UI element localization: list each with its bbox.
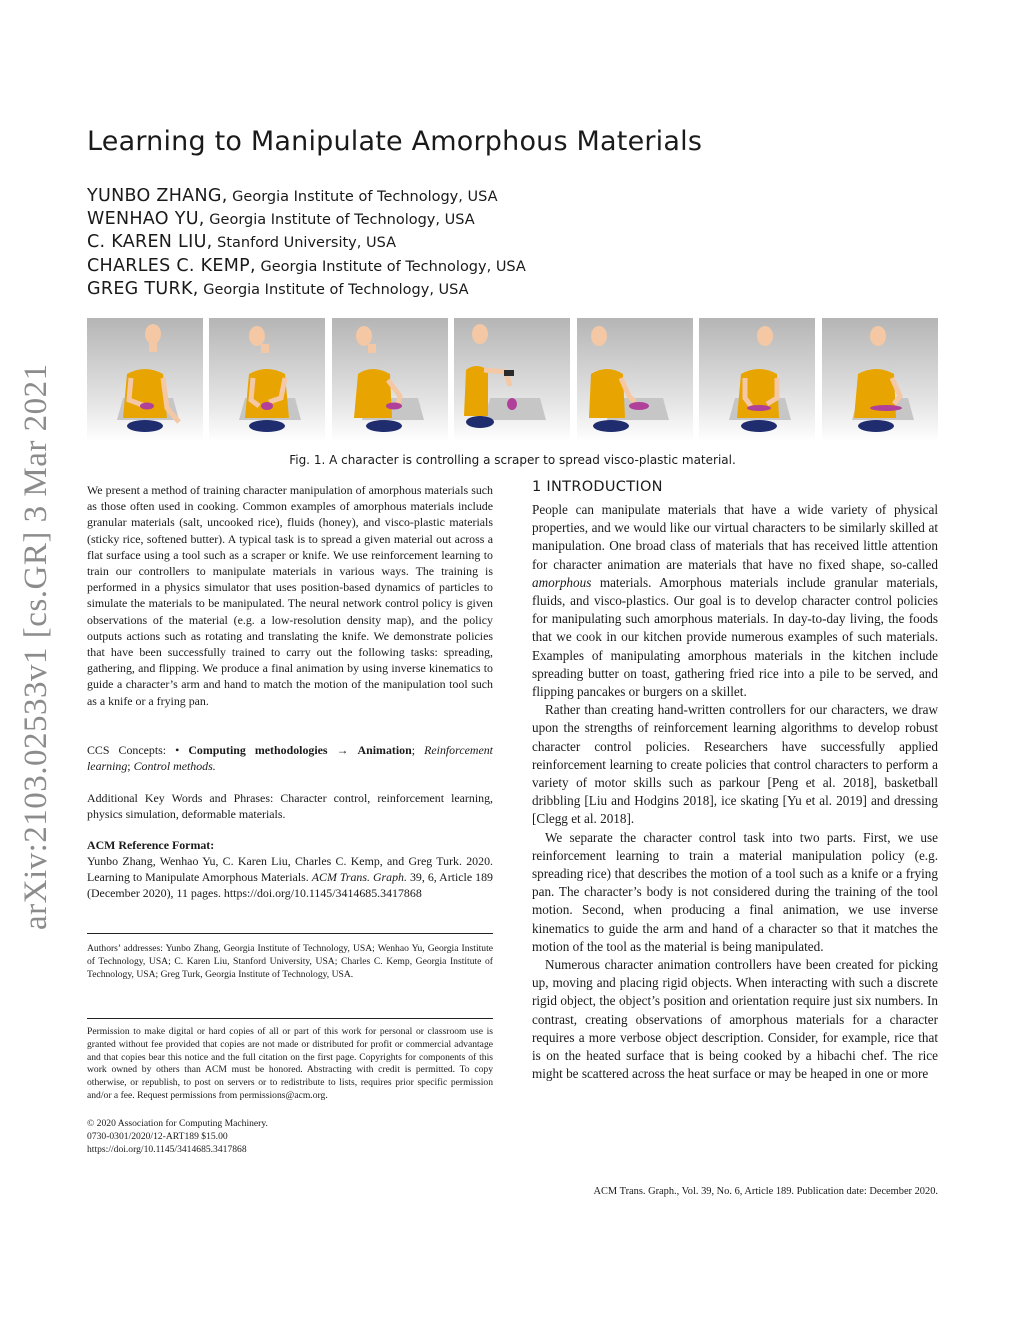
acm-reference-part: 39, 6, Article 189 (December 2020), 11 pages. https://doi.org/10.1145/3414685.3417868 xyxy=(87,870,493,901)
ccs-term: Animation xyxy=(357,743,412,757)
ccs-sep: ; xyxy=(411,743,425,757)
ccs-arrow: → xyxy=(327,743,358,757)
divider xyxy=(87,933,493,934)
character-illustration xyxy=(699,318,815,442)
divider xyxy=(87,1018,493,1019)
paragraph: We separate the character control task into two parts. First, we use reinforcement learning to train a material manipulation policy (e.g. spreading rice) that describes the motion of a tool such as a knife or a frying pan. The character’s body is not considered during the training of the tool motion. Second, when producing a final animation, we use inverse kinematics to guide the arm and hand of a character so that it matches the motion of the tool as the material is being manipulated. xyxy=(532,829,938,954)
author-affiliation: Georgia Institute of Technology, USA xyxy=(227,189,498,205)
paragraph-text: materials. Amorphous materials include granular materials, fluids, and visco-plastics. Our goal is to develop character control policies for manipulating such amorphous materials. In day-to-day living, the foods that we cook in our kitchen provide numerous examples of such materials. Examples of manipulating amorphous materials in the kitchen include spreading butter on toast, gathering fried rice into a pile to be served, and flipping pancakes or burgers on a skillet. xyxy=(532,574,938,700)
character-illustration xyxy=(454,318,570,442)
acm-reference-heading xyxy=(87,837,493,853)
author-line xyxy=(87,256,526,276)
paragraph: Rather than creating hand-written controllers for our characters, we draw upon the strengths of reinforcement learning algorithms to develop robust character control policies. Researchers have successfully applied reinforcement learning to create policies that control characters to perform a variety of motor skills such as parkour [Peng et al. 2018], basketball dribbling [Liu and Hodgins 2018], ice skating [Yu et al. 2019] and dressing [Clegg et al. 2018]. xyxy=(532,702,938,827)
emphasis: amorphous xyxy=(532,574,592,590)
ccs-term: Control methods. xyxy=(133,759,216,774)
character-illustration xyxy=(332,318,448,442)
paragraph: Numerous character animation controllers have been created for picking up, moving and placing rigid objects. When interacting with such a discrete rigid object, the object’s position and orientation require just six numbers. In contrast, creating observations of amorphous materials for a character requires a more verbose object description. Consider, for example, rice that is on the heated surface that is being cooked by a hibachi chef. The rice might be scattered across the heat surface or may be heaped in one or more xyxy=(532,957,938,1082)
permission-notice: Permission to make digital or hard copies of all or part of this work for personal or classroom use is granted without fee provided that copies are not made or distributed for profit or commercial advantage and that copies bear this notice and the full citation on the first page. Copyrights for components of this work owned by others than ACM must be honored. Abstracting with credit is permitted. To copy otherwise, or republish, to post on servers or to redistribute to lists, requires prior specific permission and/or a fee. Request permissions from permissions@acm.org. xyxy=(87,1026,493,1101)
acm-reference xyxy=(87,853,493,902)
issn: 0730-0301/2020/12-ART189 $15.00 xyxy=(87,1131,228,1142)
ccs-term: Computing methodologies xyxy=(188,743,328,757)
paper-title: Learning to Manipulate Amorphous Materials xyxy=(87,126,703,157)
author-name: YUNBO ZHANG, xyxy=(87,186,228,206)
figure-frame xyxy=(577,318,693,442)
introduction-body xyxy=(532,501,938,1084)
figure-frame xyxy=(209,318,325,442)
author-name: C. KAREN LIU, xyxy=(87,232,213,252)
acm-reference-journal: ACM Trans. Graph. xyxy=(311,870,407,885)
running-footer: ACM Trans. Graph., Vol. 39, No. 6, Article 189. Publication date: December 2020. xyxy=(593,1186,938,1197)
ccs-prefix: CCS Concepts: • xyxy=(87,743,189,757)
figure-frame xyxy=(332,318,448,442)
abstract: We present a method of training character manipulation of amorphous materials such as those often used in cooking. Common examples of amorphous materials include granular materials (salt, uncooked rice), fluids (honey), and visco-plastic materials (sticky rice, softened butter). A typical task is to spread a given material out across a flat surface using a tool such as a scraper or knife. We use reinforcement learning to train our controllers to manipulate materials in various ways. The training is performed in a physics simulator that uses position-based dynamics of particles to simulate the materials to be manipulated. The neural network control policy is given observations of the material (e.g. a low-resolution density map), and the policy outputs actions such as rotating and translating the knife. We demonstrate policies that have been successfully trained to carry out the following tasks: spreading, gathering, and flipping. We produce a final animation by using inverse kinematics to guide a character’s arm and hand to match the motion of the manipulation tool such as a knife or a frying pan. xyxy=(87,483,493,708)
author-line xyxy=(87,209,475,229)
author-affiliation: Stanford University, USA xyxy=(212,235,396,251)
character-illustration xyxy=(87,318,203,442)
figure-caption: Fig. 1. A character is controlling a scraper to spread visco-plastic material. xyxy=(289,453,736,467)
keywords: Additional Key Words and Phrases: Character control, reinforcement learning, physics simulation, deformable materials. xyxy=(87,791,493,822)
author-line xyxy=(87,279,469,299)
paragraph xyxy=(532,501,938,701)
doi-link[interactable]: https://doi.org/10.1145/3414685.3417868 xyxy=(87,1144,247,1155)
author-affiliation: Georgia Institute of Technology, USA xyxy=(198,282,469,298)
character-illustration xyxy=(577,318,693,442)
authors-addresses: Authors’ addresses: Yunbo Zhang, Georgia Institute of Technology, USA; Wenhao Yu, Georgia Institute of Technology, USA; C. Karen Liu, Stanford University, USA; Charles C. Kemp, Georgia Institute of Technology, USA; Greg Turk, Georgia Institute of Technology, USA. xyxy=(87,943,493,980)
section-heading-introduction: 1 INTRODUCTION xyxy=(532,479,663,495)
arxiv-stamp: arXiv:2103.02533v1 [cs.GR] 3 Mar 2021 xyxy=(18,363,54,930)
author-line xyxy=(87,232,396,252)
figure-frame xyxy=(699,318,815,442)
ccs-term: Reinforcement learning xyxy=(87,743,493,774)
figure-frame xyxy=(822,318,938,442)
acm-reference-heading-text: ACM Reference Format: xyxy=(87,838,215,852)
figure-frame xyxy=(87,318,203,442)
author-line xyxy=(87,186,498,206)
author-name: WENHAO YU, xyxy=(87,209,205,229)
author-name: GREG TURK, xyxy=(87,279,199,299)
character-illustration xyxy=(209,318,325,442)
author-name: CHARLES C. KEMP, xyxy=(87,256,256,276)
author-affiliation: Georgia Institute of Technology, USA xyxy=(204,212,475,228)
author-affiliation: Georgia Institute of Technology, USA xyxy=(255,259,526,275)
paragraph-text: People can manipulate materials that have a wide variety of physical properties, and we would like our virtual characters to be similarly skilled at manipulation. One broad class of materials that has received little attention for character animation are materials that have no fixed shape, so-called xyxy=(532,502,938,572)
acm-reference-part: Yunbo Zhang, Wenhao Yu, C. Karen Liu, Charles C. Kemp, and Greg Turk. 2020. Learning to Manipulate Amorphous Materials. xyxy=(87,854,493,885)
figure-frame xyxy=(454,318,570,442)
ccs-sep: ; xyxy=(127,759,134,774)
figure-1-strip xyxy=(87,318,938,442)
copyright: © 2020 Association for Computing Machinery. xyxy=(87,1118,268,1129)
character-illustration xyxy=(822,318,938,442)
ccs-concepts xyxy=(87,742,493,774)
